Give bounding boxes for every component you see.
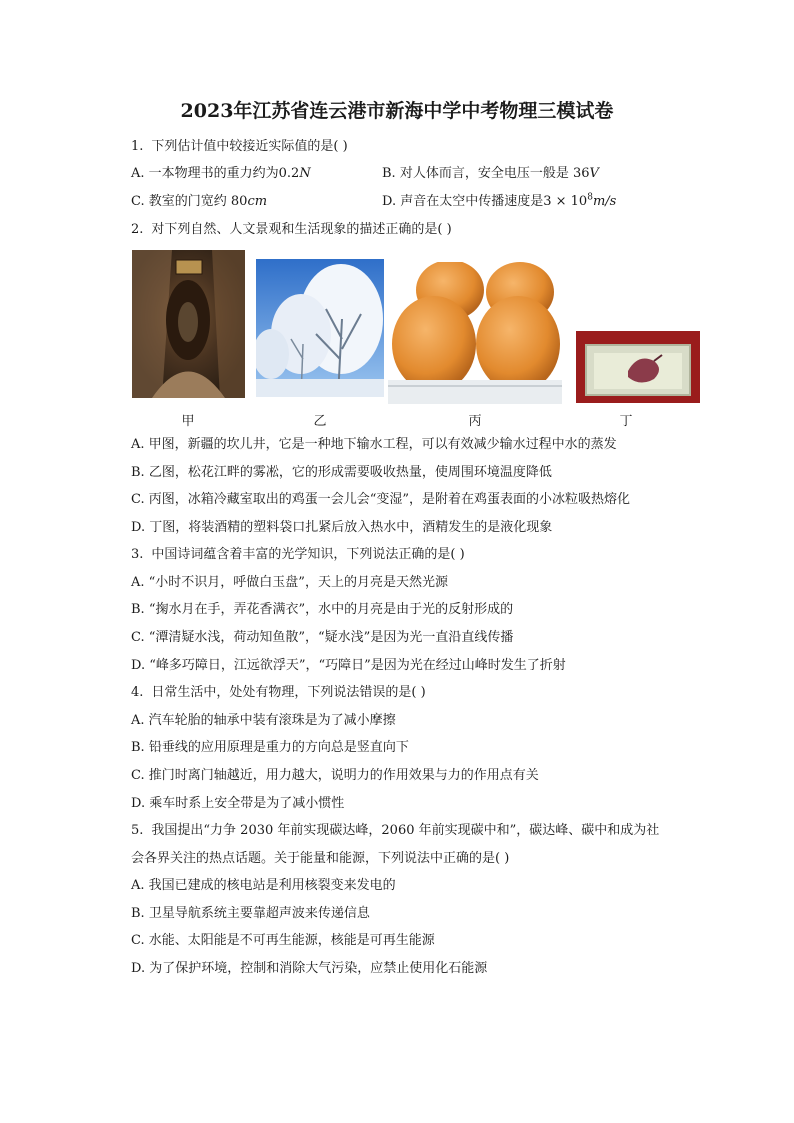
- q2-option-d: D. 丁图，将装酒精的塑料袋口扎紧后放入热水中，酒精发生的是液化现象: [131, 520, 553, 535]
- rime-trees-image: [256, 259, 384, 397]
- page-title: 2023年江苏省连云港市新海中学中考物理三模试卷: [180, 100, 614, 122]
- q5-option-b: B. 卫星导航系统主要靠超声波来传递信息: [131, 906, 370, 921]
- caption-ding: 丁: [619, 414, 633, 429]
- q5-option-d: D. 为了保护环境，控制和消除大气污染，应禁止使用化石能源: [131, 961, 488, 976]
- q4-option-b: B. 铅垂线的应用原理是重力的方向总是竖直向下: [131, 740, 409, 755]
- q2-option-c: C. 丙图，冰箱冷藏室取出的鸡蛋一会儿会“变湿”，是附着在鸡蛋表面的小冰粒吸热熔化: [131, 492, 631, 507]
- q4-option-a: A. 汽车轮胎的轴承中装有滚珠是为了减小摩擦: [131, 713, 396, 728]
- question-4-stem: 4. 日常生活中，处处有物理，下列说法错误的是( ): [131, 685, 426, 700]
- q2-option-a: A. 甲图，新疆的坎儿井，它是一种地下输水工程，可以有效减少输水过程中水的蒸发: [131, 437, 617, 452]
- q2-option-b: B. 乙图，松花江畔的雾凇，它的形成需要吸收热量，使周围环境温度降低: [131, 465, 552, 480]
- q1-option-c: C. 教室的门宽约 80cm: [131, 194, 268, 209]
- eggs-image: [388, 262, 562, 404]
- q3-option-d: D. “峰多巧障日，江远欲浮天”，“巧障日”是因为光在经过山峰时发生了折射: [131, 658, 566, 673]
- alcohol-bag-image: [576, 331, 700, 403]
- question-3-stem: 3. 中国诗词蕴含着丰富的光学知识，下列说法正确的是( ): [131, 547, 465, 562]
- question-2-stem: 2. 对下列自然、人文景观和生活现象的描述正确的是( ): [131, 222, 452, 237]
- q5-option-a: A. 我国已建成的核电站是利用核裂变来发电的: [131, 878, 396, 893]
- q5-option-c: C. 水能、太阳能是不可再生能源，核能是可再生能源: [131, 933, 435, 948]
- caption-jia: 甲: [181, 414, 195, 429]
- q3-option-a: A. “小时不识月，呼做白玉盘”，天上的月亮是天然光源: [131, 575, 448, 590]
- q1-option-d: D. 声音在太空中传播速度是$3 \times 10^8m/s$: [382, 192, 617, 209]
- q1-option-b: B. 对人体而言，安全电压一般是 36V: [382, 166, 599, 181]
- caption-bing: 丙: [468, 414, 482, 429]
- question-number: 1.: [131, 139, 144, 154]
- q3-option-c: C. “潭清疑水浅，荷动知鱼散”，“疑水浅”是因为光一直沿直线传播: [131, 630, 514, 645]
- q4-option-d: D. 乘车时系上安全带是为了减小惯性: [131, 796, 345, 811]
- q4-option-c: C. 推门时离门轴越近，用力越大，说明力的作用效果与力的作用点有关: [131, 768, 539, 783]
- karez-tunnel-image: [132, 250, 245, 398]
- caption-yi: 乙: [313, 414, 327, 429]
- question-1-stem: 1. 下列估计值中较接近实际值的是( ): [131, 139, 348, 154]
- q3-option-b: B. “掬水月在手，弄花香满衣”，水中的月亮是由于光的反射形成的: [131, 602, 514, 617]
- question-5-stem: 5. 我国提出“力争 2030 年前实现碳达峰，2060 年前实现碳中和”，碳达峰、碳中和成为社: [131, 823, 660, 838]
- question-5-stem-cont: 会各界关注的热点话题。关于能量和能源，下列说法中正确的是( ): [131, 851, 510, 866]
- q1-option-a: A. 一本物理书的重力约为0.2N: [131, 166, 311, 181]
